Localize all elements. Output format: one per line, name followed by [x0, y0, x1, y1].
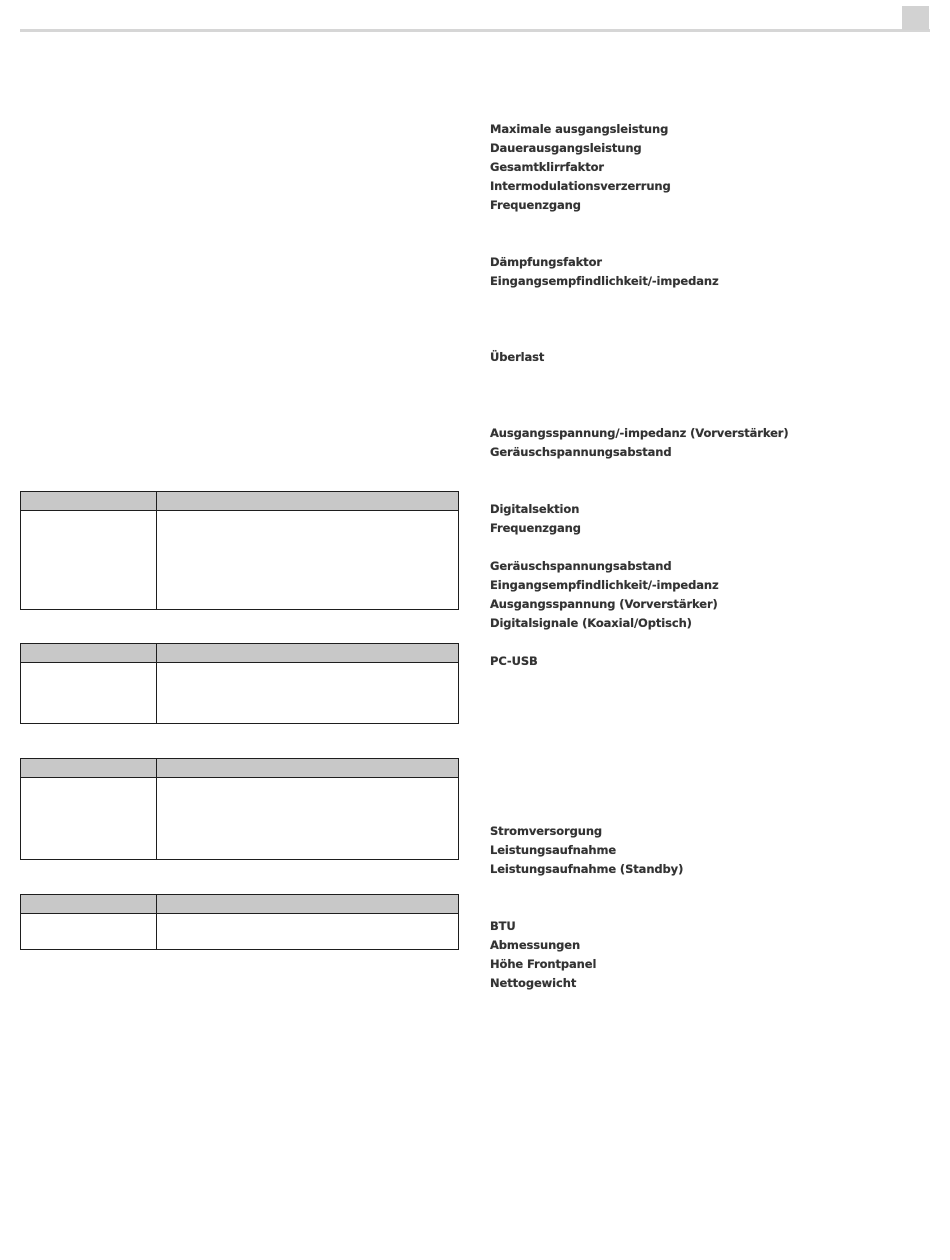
spec-table-4	[20, 894, 459, 950]
spec-label: Ausgangsspannung/-impedanz (Vorverstärker)	[490, 426, 789, 440]
spec-table-header	[21, 895, 458, 914]
spec-label: PC-USB	[490, 654, 538, 668]
spec-label: BTU	[490, 919, 516, 933]
page-number-box	[902, 6, 929, 30]
spec-label: Leistungsaufnahme	[490, 843, 617, 857]
spec-label: Abmessungen	[490, 938, 581, 952]
spec-table-2	[20, 643, 459, 724]
spec-label: Nettogewicht	[490, 976, 577, 990]
spec-label: Digitalsektion	[490, 502, 580, 516]
spec-table-1	[20, 491, 459, 610]
spec-label: Gesamtklirrfaktor	[490, 160, 604, 174]
spec-label: Maximale ausgangsleistung	[490, 122, 669, 136]
spec-table-header	[21, 759, 458, 778]
spec-table-body	[21, 778, 458, 859]
spec-label: Dämpfungsfaktor	[490, 255, 602, 269]
spec-label: Höhe Frontpanel	[490, 957, 597, 971]
spec-table-3	[20, 758, 459, 860]
spec-label: Geräuschspannungsabstand	[490, 445, 672, 459]
spec-label: Dauerausgangsleistung	[490, 141, 642, 155]
spec-label: Geräuschspannungsabstand	[490, 559, 672, 573]
spec-label: Stromversorgung	[490, 824, 603, 838]
spec-label: Eingangsempfindlichkeit/-impedanz	[490, 274, 719, 288]
spec-label: Leistungsaufnahme (Standby)	[490, 862, 684, 876]
spec-table-header	[21, 492, 458, 511]
spec-label: Eingangsempfindlichkeit/-impedanz	[490, 578, 719, 592]
spec-table-body	[21, 511, 458, 609]
spec-label: Ausgangsspannung (Vorverstärker)	[490, 597, 718, 611]
spec-label: Frequenzgang	[490, 521, 581, 535]
spec-table-header	[21, 644, 458, 663]
top-rule	[20, 29, 930, 32]
spec-label: Intermodulationsverzerrung	[490, 179, 671, 193]
spec-label: Frequenzgang	[490, 198, 581, 212]
spec-table-body	[21, 914, 458, 949]
spec-label: Überlast	[490, 350, 545, 364]
spec-table-body	[21, 663, 458, 723]
spec-label: Digitalsignale (Koaxial/Optisch)	[490, 616, 692, 630]
